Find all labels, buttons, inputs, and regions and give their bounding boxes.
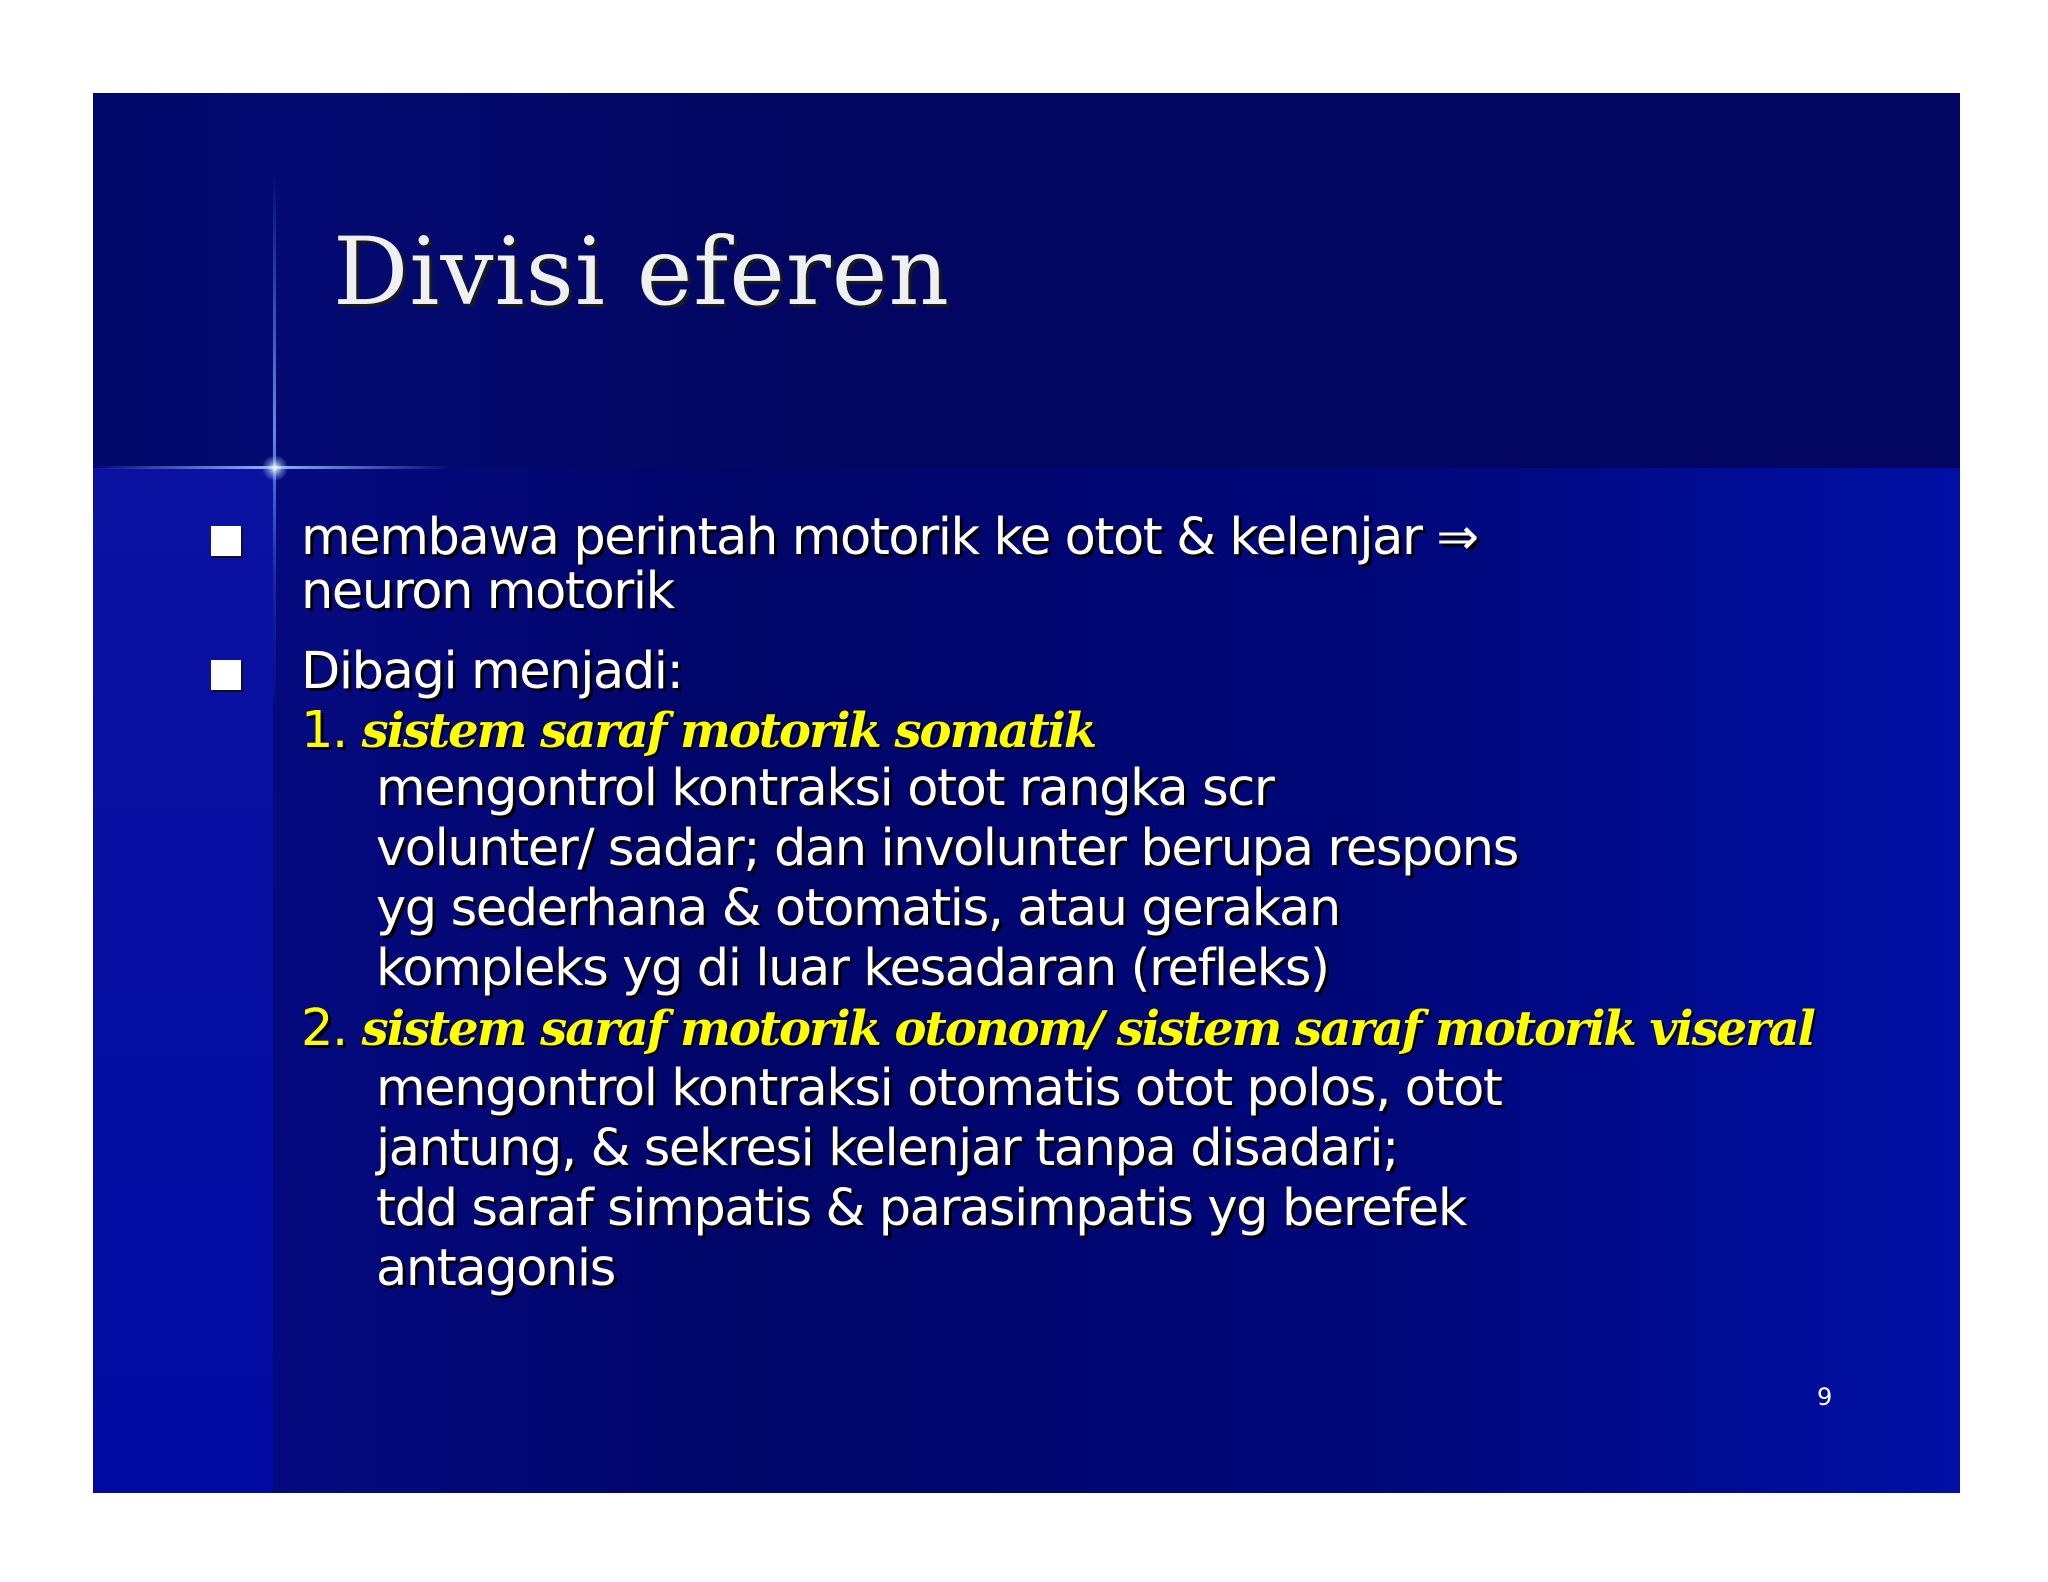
subitem-2-line-3: tdd saraf simpatis & parasimpatis yg berefek (376, 1179, 1466, 1238)
subitem-1-line-3: yg sederhana & otomatis, atau gerakan (376, 879, 1340, 938)
subitem-2-line-4: antagonis (376, 1239, 615, 1298)
bullet-1-line-2: neuron motorik (301, 562, 674, 621)
subitem-1-title: sistem saraf motorik somatik (361, 703, 1096, 759)
subitem-2-heading (301, 999, 1814, 1059)
page-number: 9 (1817, 1383, 1833, 1411)
left-accent-strip (93, 468, 273, 1493)
bullet-2-text: Dibagi menjadi: (301, 642, 683, 701)
bullet-1-line-1: membawa perintah motorik ke otot & kelenjar ⇒ (301, 508, 1478, 567)
subitem-1-number: 1. (301, 701, 347, 760)
subitem-1-line-4: kompleks yg di luar kesadaran (refleks) (376, 939, 1329, 998)
subitem-1-line-1: mengontrol kontraksi otot rangka scr (376, 759, 1274, 818)
subitem-1-line-2: volunter/ sadar; dan involunter berupa respons (376, 819, 1518, 878)
sparkle-icon (262, 455, 288, 481)
square-bullet-icon (211, 660, 241, 690)
subitem-2-line-2: jantung, & sekresi kelenjar tanpa disadari; (376, 1119, 1398, 1178)
subitem-1-heading (301, 701, 1095, 761)
slide-title: Divisi eferen (333, 218, 950, 327)
subitem-2-number: 2. (301, 999, 347, 1058)
square-bullet-icon (211, 526, 241, 556)
subitem-2-title: sistem saraf motorik otonom/ sistem saraf motorik viseral (361, 1001, 1814, 1057)
slide (93, 93, 1960, 1493)
vertical-accent-line (273, 173, 276, 713)
subitem-2-line-1: mengontrol kontraksi otomatis otot polos, otot (376, 1059, 1502, 1118)
